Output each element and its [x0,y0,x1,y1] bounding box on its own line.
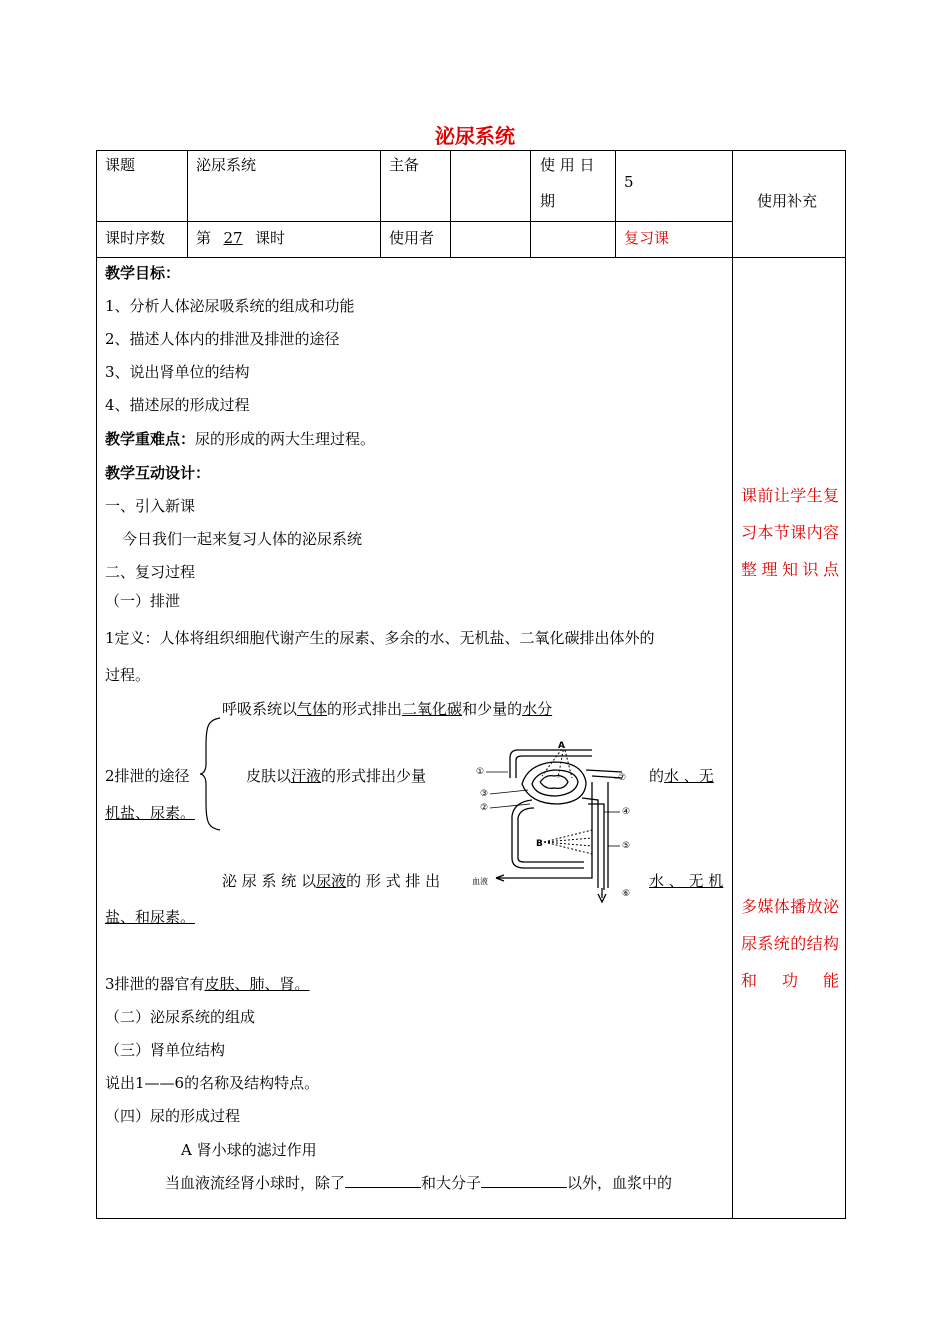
design-heading: 教学互动设计： [105,464,211,482]
part-nephron: （三）肾单位结构 [105,1041,226,1059]
diagram-label-4: ④ [622,807,631,817]
urinary-route: 泌 尿 系 统 以尿液的 形 式 排 出 [222,872,441,890]
nephron-task: 说出1——6的名称及结构特点。 [105,1074,320,1092]
cell-supplement-header: 使用补充 [757,192,818,210]
part-urinary-composition: （二）泌尿系统的组成 [105,1008,256,1026]
part-excretion: （一）排泄 [105,592,181,610]
definition-line-2: 过程。 [105,666,151,684]
skin-route-end: 的水 、无 [649,767,714,785]
section-intro: 一、引入新课 [105,497,196,515]
brace-icon [198,716,224,832]
section-intro-text: 今日我们一起来复习人体的泌尿系统 [122,530,363,548]
diagram-label-6: ⑥ [622,889,631,899]
side-note-preview: 课前让学生复习本节课内容整理知识点 [741,486,839,579]
diagram-label-blood: 血液 [472,877,488,886]
filtration-text: 当血液流经肾小球时，除了 和大分子 以外，血浆中的 [165,1174,673,1192]
goal-2: 2、描述人体内的排泄及排泄的途径 [105,330,340,348]
goals-heading: 教学目标： [105,264,181,282]
goal-4: 4、描述尿的形成过程 [105,396,250,414]
side-note-multimedia: 多媒体播放泌尿系统的结构和功能 [741,897,839,990]
diagram-label-1: ① [476,767,485,777]
cell-date-label-1: 使 用 日 [540,156,595,174]
cell-lesson-type: 复习课 [624,229,670,247]
filtration-heading: A 肾小球的滤过作用 [181,1141,317,1159]
cell-topic-label: 课题 [105,156,136,174]
definition-line-1: 1定义：人体将组织细胞代谢产生的尿素、多余的水、无机盐、二氧化碳排出体外的 [105,629,655,647]
goal-1: 1、分析人体泌尿吸系统的组成和功能 [105,297,355,315]
section-review: 二、复习过程 [105,563,196,581]
skin-route: 皮肤以汗液的形式排出少量 [246,767,427,785]
goal-3: 3、说出肾单位的结构 [105,363,250,381]
skin-route-line-2: 机盐、尿素。 [105,804,196,822]
diagram-label-3: ③ [480,789,489,799]
respiratory-route: 呼吸系统以气体的形式排出二氧化碳和少量的水分 [222,700,553,718]
diagram-label-5: ⑤ [622,841,631,851]
page-title: 泌尿系统 [435,124,515,148]
cell-lesson-value: 第 27 课时 [196,229,286,247]
excretion-routes-label: 2排泄的途径 [105,767,190,785]
cell-user-label: 使用者 [389,229,435,247]
urinary-route-line-2: 盐、和尿素。 [105,908,196,926]
cell-lesson-label: 课时序数 [105,229,166,247]
excretory-organs: 3排泄的器官有皮肤、肺、肾。 [105,975,310,993]
key-points: 教学重难点：尿的形成的两大生理过程。 [105,430,376,448]
diagram-label-7: ⑦ [618,773,627,783]
cell-date-label-2: 期 [540,192,556,210]
part-urine-formation: （四）尿的形成过程 [105,1107,241,1125]
diagram-label-2: ② [480,803,489,813]
diagram-label-B: B [536,839,543,849]
cell-date-value: 5 [624,173,634,191]
nephron-diagram [472,738,642,908]
cell-author-label: 主备 [389,156,420,174]
urinary-route-end: 水 、 无 机 [649,872,724,890]
diagram-label-A: A [558,741,565,751]
cell-topic-value: 泌尿系统 [196,156,257,174]
